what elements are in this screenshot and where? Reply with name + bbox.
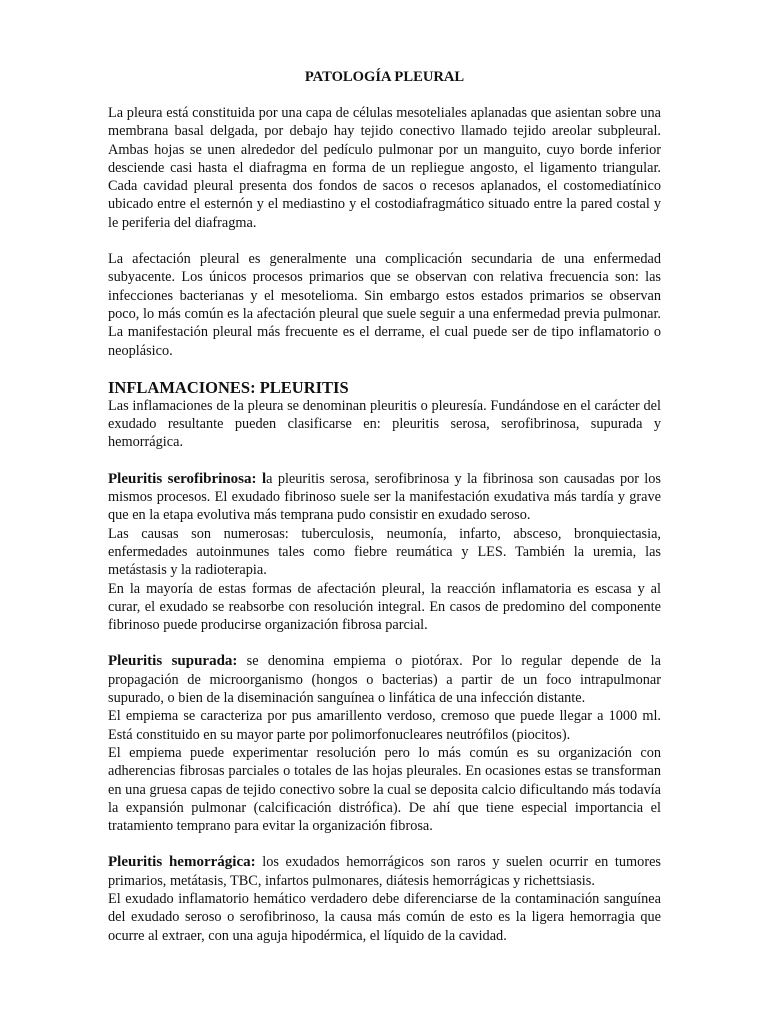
serofibrinosa-paragraph-3: En la mayoría de estas formas de afectación pleural, la reacción inflamatoria es escasa y al curar, el exudado se reabsorbe con resolución integral. En casos de predomino del componente fibrinoso puede producirse organización fibrosa parcial. xyxy=(108,580,661,634)
serofibrinosa-lead: Pleuritis serofibrinosa: l xyxy=(108,470,267,487)
supurada-paragraph-1 xyxy=(108,652,661,707)
supurada-text: se denomina empiema o piotórax. Por lo regular depende de la propagación de microorganismo (hongos o bacterias) a partir de un foco intrapulmonar supurado, o bien de la diseminación sanguínea o linfática de una infección distante. xyxy=(108,653,662,707)
serofibrinosa-text: a pleuritis serosa, serofibrinosa y la fibrinosa son causadas por los mismos procesos. El exudado fibrinoso suele ser la manifestación exudativa más tardía y grave que en la etapa evolutiva más temprana pudo consistir en exudado seroso. xyxy=(108,470,661,524)
paragraph-gap xyxy=(108,634,661,652)
supurada-paragraph-2: El empiema se caracteriza por pus amarillento verdoso, cremoso que puede llegar a 1000 ml. Está constituido en su mayor parte por polimorfonucleares neutrófilos (piocitos). xyxy=(108,708,661,743)
hemorragica-paragraph-1 xyxy=(108,853,661,890)
section-heading-pleuritis: INFLAMACIONES: PLEURITIS xyxy=(108,377,349,397)
serofibrinosa-paragraph-2: Las causas son numerosas: tuberculosis, neumonía, infarto, absceso, bronquiectasia, enfermedades autoinmunes tales como fiebre reumática y LES. También la uremia, las metástasis y la radioterapia. xyxy=(108,525,661,579)
intro-paragraph-1: La pleura está constituida por una capa de células mesoteliales aplanadas que asientan sobre una membrana basal delgada, por debajo hay tejido conectivo llamado tejido areolar subpleural. Ambas hojas se unen alrededor del pedículo pulmonar por un manguito, cuyo borde inferior desciende casi hasta el diafragma en forma de un repliegue angosto, el ligamento triangular. Cada cavidad pleural presenta dos fondos de sacos o recesos aplanados, el costomediatínico ubicado entre el esternón y el mediastino y el costodiafragmático situado entre la pared costal y le periferia del diafragma. xyxy=(108,105,661,231)
document-page xyxy=(108,68,661,945)
supurada-lead: Pleuritis supurada: xyxy=(108,653,238,670)
hemorragica-lead: Pleuritis hemorrágica: xyxy=(108,854,256,871)
hemorragica-text: los exudados hemorrágicos son raros y suelen ocurrir en tumores primarios, metátasis, TBC, infartos pulmonares, diátesis hemorrágicas y richettsiasis. xyxy=(108,854,661,889)
paragraph-gap xyxy=(108,835,661,853)
supurada-paragraph-3: El empiema puede experimentar resolución pero lo más común es su organización con adherencias fibrosas parciales o totales de las hojas pleurales. En ocasiones estas se transforman en una gruesa capas de tejido conectivo sobre la cual se deposita calcio dificultando más todavía la expansión pulmonar (calcificación distrófica). De ahí que tiene especial importancia el tratamiento temprano para evitar la organización fibrosa. xyxy=(108,744,661,835)
section-intro-paragraph: Las inflamaciones de la pleura se denominan pleuritis o pleuresía. Fundándose en el carácter del exudado resultante pueden clasificarse en: pleuritis serosa, serofibrinosa, supurada y hemorrágica. xyxy=(108,397,661,451)
paragraph-gap xyxy=(108,360,661,378)
paragraph-gap xyxy=(108,452,661,470)
document-title: PATOLOGÍA PLEURAL xyxy=(304,69,465,85)
intro-paragraph-2: La afectación pleural es generalmente una complicación secundaria de una enfermedad subyacente. Los únicos procesos primarios que se observan con relativa frecuencia son: las infecciones bacterianas y el mesotelioma. Sin embargo estos estados primarios se observan poco, lo más común es la afectación pleural que suele seguir a una enfermedad previa pulmonar. La manifestación pleural más frecuente es el derrame, el cual puede ser de tipo inflamatorio o neoplásico. xyxy=(108,251,661,359)
serofibrinosa-paragraph-1 xyxy=(108,470,661,525)
paragraph-gap xyxy=(108,232,661,250)
hemorragica-paragraph-2: El exudado inflamatorio hemático verdadero debe diferenciarse de la contaminación sanguínea del exudado seroso o serofibrinoso, la causa más común de esto es la ligera hemorragia que ocurre al extraer, con una aguja hipodérmica, el líquido de la cavidad. xyxy=(108,890,661,944)
